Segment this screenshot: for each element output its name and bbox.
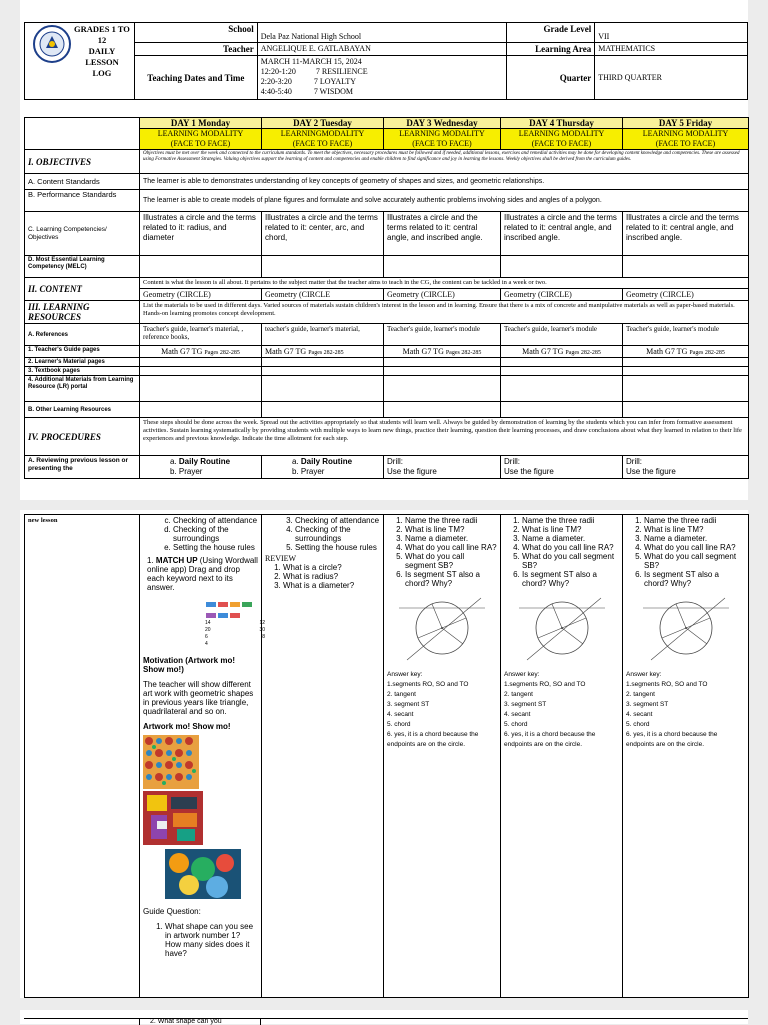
content-standards-text: The learner is able to demonstrates understanding of key concepts of geometry of shapes and sizes, and geometric relationships. <box>140 174 749 190</box>
teaching-dates-label: Teaching Dates and Time <box>134 56 257 100</box>
match-numbers: 14 12 20 30 6 8 4 <box>205 620 265 647</box>
references-day3: Teacher's guide, learner's module <box>384 324 501 346</box>
quarter-value: THIRD QUARTER <box>595 56 748 100</box>
content-standards-label: A. Content Standards <box>25 174 140 190</box>
procedures-continued-table <box>24 514 749 998</box>
modality-5: LEARNING MODALITY (FACE TO FACE) <box>623 129 749 150</box>
day4-procedure <box>501 515 623 998</box>
review-lesson-label-cont: new lesson <box>25 515 140 998</box>
references-day5: Teacher's guide, learner's module <box>623 324 749 346</box>
modality-3: LEARNING MODALITY (FACE TO FACE) <box>384 129 501 150</box>
procedures-note: These steps should be done across the week. Spread out the activities appropriately so that students will learn well. Always be guided by demonstration of learning by the students which you can infer from formative assessment activities. Sustain learning systematically by providing students with multiple ways to learn new things, practice their learning, question their learning processes, and draw conclusions about what they learned in relation to their life experiences and previous knowledge. Indicate the time allotment for each step. <box>140 418 749 456</box>
teacher-label: Teacher <box>134 43 257 56</box>
tg-pages-day3: Math G7 TG Pages 282-285 <box>384 346 501 358</box>
competency-day3: Illustrates a circle and the terms related to it: central angle, and inscribed angle. <box>384 212 501 256</box>
artwork-3-image <box>165 849 241 899</box>
routine-day1: a. Daily Routine b. Prayer <box>140 456 262 479</box>
references-day4: Teacher's guide, learner's module <box>501 324 623 346</box>
document-page-3 <box>20 1010 748 1024</box>
answer-key-day3: Answer key: 1.segments RO, SO and TO 2. tangent 3. segment ST 4. secant 5. chord 6. yes, it is a chord because the endpoints are on the circle. <box>387 671 479 748</box>
competencies-label: C. Learning Competencies/ Objectives <box>25 212 140 256</box>
content-topic-day1: Geometry (CIRCLE) <box>140 289 262 301</box>
header-table <box>24 22 748 100</box>
grade-level-value: VII <box>595 23 748 43</box>
drill-day5: Drill: Use the figure <box>623 456 749 479</box>
objectives-note: Objectives must be met over the week and connected to the curriculum standards. To meet the objectives, necessary procedures must be followed and if needed, additional lessons, exercises and remedial activities may be done for developing content knowledge and competencies. These are assessed using Formative Assessment Strategies. Valuing objectives support the learning of content and competencies and enable children to find significance and joy in learning the lessons. Weekly objectives shall be derived from the curriculum guides. <box>140 150 749 174</box>
guide-questions: 1. What shape can you see in artwork number 1? How many sides does it have? <box>143 922 258 958</box>
answer-key-day5: Answer key: 1.segments RO, SO and TO 2. tangent 3. segment ST 4. secant 5. chord 6. yes, it is a chord because the endpoints are on the circle. <box>626 671 718 748</box>
artwork-1-image <box>143 735 199 789</box>
review-lesson-label: A. Reviewing previous lesson or presenting the <box>25 456 140 479</box>
quarter-label: Quarter <box>507 56 595 100</box>
content-topic-day2: Geometry (CIRCLE <box>262 289 384 301</box>
performance-standards-text: The learner is able to create models of plane figures and formulate and solve accurately authentic problems involving sides and angles of a polygon. <box>140 190 749 212</box>
day-header-4: DAY 4 Thursday <box>501 118 623 129</box>
guide-question-label: Guide Question: <box>143 907 201 916</box>
textbook-pages-label: 3. Textbook pages <box>25 367 140 376</box>
document-page-2 <box>20 510 748 998</box>
teacher-value: ANGELIQUE E. GATLABAYAN <box>257 43 507 56</box>
day4-questions: 1. Name the three radii 2. What is line TM? 3. Name a diameter. 4. What do you call line RA? 5. What do you call segment SB? 6. Is segment ST also a chord? Why? <box>504 516 619 588</box>
resources-note: List the materials to be used in different days. Varied sources of materials sustain children's interest in the lesson and in learning. Ensure that there is a mix of concrete and manipulative materials as well as paper-based materials. Hands-on learning promotes concept development. <box>140 301 749 324</box>
day2-procedure <box>262 515 384 998</box>
circle-figure-day3 <box>397 594 487 664</box>
artwork-images <box>143 735 258 847</box>
answer-key-day4: Answer key: 1.segments RO, SO and TO 2. tangent 3. segment ST 4. secant 5. chord 6. yes, it is a chord because the endpoints are on the circle. <box>504 671 596 748</box>
modality-2: LEARNINGMODALITY (FACE TO FACE) <box>262 129 384 150</box>
review-title: REVIEW <box>265 554 297 563</box>
resources-label: III. LEARNING RESOURCES <box>25 301 140 324</box>
tg-pages-day4: Math G7 TG Pages 282-285 <box>501 346 623 358</box>
content-topic-day3: Geometry (CIRCLE) <box>384 289 501 301</box>
content-topic-day5: Geometry (CIRCLE) <box>623 289 749 301</box>
modality-4: LEARNING MODALITY (FACE TO FACE) <box>501 129 623 150</box>
routine-day2: a. Daily Routine b. Prayer <box>262 456 384 479</box>
day3-procedure <box>384 515 501 998</box>
learners-material-label: 2. Learner's Material pages <box>25 358 140 367</box>
page3-partial-text: 2. What shape can you <box>139 1019 261 1025</box>
lesson-log-table <box>24 117 749 479</box>
tg-pages-day5: Math G7 TG Pages 282-285 <box>623 346 749 358</box>
modality-1: LEARNING MODALITY (FACE TO FACE) <box>140 129 262 150</box>
day5-procedure <box>623 515 749 998</box>
content-topic-day4: Geometry (CIRCLE) <box>501 289 623 301</box>
circle-figure-day4 <box>517 594 607 664</box>
melc-label: D. Most Essential Learning Competency (MELC) <box>25 256 140 278</box>
motivation-text: The teacher will show different art work with geometric shapes in previous years like triangle, quadrilateral and so on. <box>143 680 254 716</box>
competency-day4: Illustrates a circle and the terms related to it: central angle, and inscribed angle. <box>501 212 623 256</box>
references-day1: Teacher's guide, learner's material, , reference books, <box>140 324 262 346</box>
tg-pages-day1: Math G7 TG Pages 282-285 <box>140 346 262 358</box>
competency-day1: Illustrates a circle and the terms related to it: radius, and diameter <box>140 212 262 256</box>
procedures-label: IV. PROCEDURES <box>25 418 140 456</box>
day3-questions: 1. Name the three radii 2. What is line TM? 3. Name a diameter. 4. What do you call line RA? 5. What do you call segment SB? 6. Is segment ST also a chord? Why? <box>387 516 497 588</box>
school-value: Dela Paz National High School <box>257 23 507 43</box>
performance-standards-label: B. Performance Standards <box>25 190 140 212</box>
objectives-label: I. OBJECTIVES <box>25 150 140 174</box>
teaching-dates-value: MARCH 11-MARCH 15, 2024 12:20-1:20 7 RESILIENCE 2:20-3:20 7 LOYALTY 4:40-5:40 7 WISDOM <box>257 56 507 100</box>
day1-procedure <box>140 515 265 998</box>
content-label: II. CONTENT <box>25 278 140 301</box>
lr-portal-label: 4. Additional Materials from Learning Resource (LR) portal <box>25 376 140 402</box>
school-label: School <box>134 23 257 43</box>
competency-day5: Illustrates a circle and the terms related to it: central angle, and inscribed angle. <box>623 212 749 256</box>
match-up-activity: 1. MATCH UP (Using Wordwall online app) Drag and drop each keyword next to its answer. <box>147 556 258 592</box>
references-label: A. References <box>25 324 140 346</box>
day5-questions: 1. Name the three radii 2. What is line TM? 3. Name a diameter. 4. What do you call line RA? 5. What do you call segment SB? 6. Is segment ST also a chord? Why? <box>626 516 745 588</box>
competency-day2: Illustrates a circle and the terms related to it: center, arc, and chord, <box>262 212 384 256</box>
artwork-2-image <box>143 791 203 845</box>
dll-title: GRADES 1 TO 12 DAILY LESSON LOG <box>25 23 135 100</box>
references-day2: teacher's guide, learner's material, <box>262 324 384 346</box>
day-header-1: DAY 1 Monday <box>140 118 262 129</box>
artwork-title: Artwork mo! Show mo! <box>143 722 231 731</box>
drill-day3: Drill: Use the figure <box>384 456 501 479</box>
day1-routine-list: c. Checking of attendance d. Checking of the surroundings e. Setting the house rules <box>143 516 258 552</box>
other-resources-label: B. Other Learning Resources <box>25 402 140 418</box>
tg-pages-day2: Math G7 TG Pages 282-285 <box>262 346 384 358</box>
review-questions: 1. What is a circle? 2. What is radius? 3. What is a diameter? <box>265 563 380 590</box>
teachers-guide-label: 1. Teacher's Guide pages <box>25 346 140 358</box>
day-header-2: DAY 2 Tuesday <box>262 118 384 129</box>
day2-routine-list: 3. Checking of attendance 4. Checking of the surroundings 5. Setting the house rules <box>265 516 380 552</box>
drill-day4: Drill: Use the figure <box>501 456 623 479</box>
wordwall-thumbnail <box>205 600 265 648</box>
document-page-1 <box>20 0 748 500</box>
day-header-3: DAY 3 Wednesday <box>384 118 501 129</box>
day-header-5: DAY 5 Friday <box>623 118 749 129</box>
content-note: Content is what the lesson is all about. It pertains to the subject matter that the teacher aims to teach in the CG, the content can be tackled in a week or two. <box>140 278 749 289</box>
grade-level-label: Grade Level <box>507 23 595 43</box>
learning-area-value: MATHEMATICS <box>595 43 748 56</box>
circle-figure-day5 <box>641 594 731 664</box>
learning-area-label: Learning Area <box>507 43 595 56</box>
motivation-title: Motivation (Artwork mo! Show mo!) <box>143 656 235 674</box>
